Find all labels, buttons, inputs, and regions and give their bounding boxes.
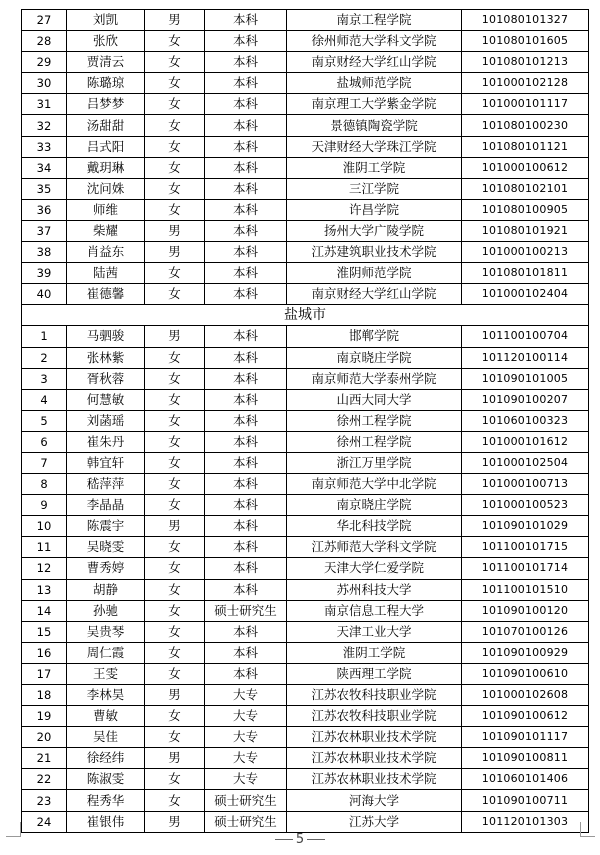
id-cell: 101090100207 bbox=[462, 389, 589, 410]
table-row bbox=[22, 811, 589, 832]
name-cell: 柴耀 bbox=[67, 220, 145, 241]
name-cell: 韩宜轩 bbox=[67, 452, 145, 473]
school-cell: 天津工业大学 bbox=[287, 621, 462, 642]
table-row bbox=[22, 663, 589, 684]
name-cell: 孙驰 bbox=[67, 600, 145, 621]
id-cell: 101120100114 bbox=[462, 347, 589, 368]
id-cell: 101090100711 bbox=[462, 790, 589, 811]
degree-cell: 本科 bbox=[205, 10, 287, 31]
row-number: 14 bbox=[22, 600, 67, 621]
school-cell: 河海大学 bbox=[287, 790, 462, 811]
table-row bbox=[22, 727, 589, 748]
row-number: 16 bbox=[22, 642, 67, 663]
name-cell: 崔朱丹 bbox=[67, 431, 145, 452]
school-cell: 南京信息工程大学 bbox=[287, 600, 462, 621]
id-cell: 101100101510 bbox=[462, 579, 589, 600]
row-number: 29 bbox=[22, 52, 67, 73]
id-cell: 101000102404 bbox=[462, 284, 589, 305]
gender-cell: 女 bbox=[145, 410, 205, 431]
table-row bbox=[22, 115, 589, 136]
section-header bbox=[22, 305, 589, 326]
page-number: 5 bbox=[295, 832, 305, 847]
row-number: 27 bbox=[22, 10, 67, 31]
gender-cell: 女 bbox=[145, 642, 205, 663]
gender-cell: 男 bbox=[145, 748, 205, 769]
degree-cell: 本科 bbox=[205, 663, 287, 684]
row-number: 35 bbox=[22, 178, 67, 199]
school-cell: 江苏农林职业技术学院 bbox=[287, 727, 462, 748]
name-cell: 汤甜甜 bbox=[67, 115, 145, 136]
gender-cell: 女 bbox=[145, 389, 205, 410]
degree-cell: 本科 bbox=[205, 326, 287, 347]
school-cell: 三江学院 bbox=[287, 178, 462, 199]
gender-cell: 女 bbox=[145, 94, 205, 115]
id-cell: 101000100523 bbox=[462, 495, 589, 516]
name-cell: 崔银伟 bbox=[67, 811, 145, 832]
row-number: 39 bbox=[22, 263, 67, 284]
row-number: 31 bbox=[22, 94, 67, 115]
school-cell: 江苏大学 bbox=[287, 811, 462, 832]
section-row bbox=[22, 305, 589, 326]
row-number: 2 bbox=[22, 347, 67, 368]
id-cell: 101060101406 bbox=[462, 769, 589, 790]
school-cell: 徐州工程学院 bbox=[287, 431, 462, 452]
name-cell: 戴玥琳 bbox=[67, 157, 145, 178]
school-cell: 南京师范大学中北学院 bbox=[287, 474, 462, 495]
gender-cell: 女 bbox=[145, 136, 205, 157]
gender-cell: 女 bbox=[145, 474, 205, 495]
gender-cell: 女 bbox=[145, 727, 205, 748]
name-cell: 马驷骏 bbox=[67, 326, 145, 347]
table-row bbox=[22, 516, 589, 537]
gender-cell: 女 bbox=[145, 452, 205, 473]
degree-cell: 硕士研究生 bbox=[205, 811, 287, 832]
row-number: 10 bbox=[22, 516, 67, 537]
table-row bbox=[22, 326, 589, 347]
id-cell: 101000100213 bbox=[462, 242, 589, 263]
row-number: 11 bbox=[22, 537, 67, 558]
school-cell: 南京晓庄学院 bbox=[287, 347, 462, 368]
table-row bbox=[22, 410, 589, 431]
name-cell: 陈淑雯 bbox=[67, 769, 145, 790]
name-cell: 嵇萍萍 bbox=[67, 474, 145, 495]
table-row bbox=[22, 368, 589, 389]
row-number: 40 bbox=[22, 284, 67, 305]
gender-cell: 女 bbox=[145, 495, 205, 516]
id-cell: 101000102608 bbox=[462, 685, 589, 706]
degree-cell: 本科 bbox=[205, 431, 287, 452]
table-row bbox=[22, 263, 589, 284]
table-row bbox=[22, 537, 589, 558]
row-number: 7 bbox=[22, 452, 67, 473]
row-number: 8 bbox=[22, 474, 67, 495]
id-cell: 101100101714 bbox=[462, 558, 589, 579]
id-cell: 101090101117 bbox=[462, 727, 589, 748]
table-row bbox=[22, 474, 589, 495]
row-number: 34 bbox=[22, 157, 67, 178]
name-cell: 周仁霞 bbox=[67, 642, 145, 663]
table-row bbox=[22, 495, 589, 516]
gender-cell: 男 bbox=[145, 10, 205, 31]
degree-cell: 本科 bbox=[205, 558, 287, 579]
table-row bbox=[22, 94, 589, 115]
school-cell: 南京理工大学紫金学院 bbox=[287, 94, 462, 115]
school-cell: 江苏师范大学科文学院 bbox=[287, 537, 462, 558]
name-cell: 崔德馨 bbox=[67, 284, 145, 305]
table-row bbox=[22, 621, 589, 642]
table-body-top bbox=[22, 10, 589, 305]
id-cell: 101080101121 bbox=[462, 136, 589, 157]
degree-cell: 硕士研究生 bbox=[205, 790, 287, 811]
name-cell: 肖益东 bbox=[67, 242, 145, 263]
row-number: 38 bbox=[22, 242, 67, 263]
id-cell: 101070100126 bbox=[462, 621, 589, 642]
degree-cell: 本科 bbox=[205, 347, 287, 368]
degree-cell: 大专 bbox=[205, 685, 287, 706]
gender-cell: 女 bbox=[145, 368, 205, 389]
name-cell: 徐经纬 bbox=[67, 748, 145, 769]
gender-cell: 男 bbox=[145, 242, 205, 263]
gender-cell: 女 bbox=[145, 431, 205, 452]
school-cell: 淮阴工学院 bbox=[287, 157, 462, 178]
id-cell: 101100101715 bbox=[462, 537, 589, 558]
gender-cell: 女 bbox=[145, 579, 205, 600]
table-row bbox=[22, 242, 589, 263]
name-cell: 吴贵琴 bbox=[67, 621, 145, 642]
table-body-bottom bbox=[22, 326, 589, 832]
degree-cell: 本科 bbox=[205, 621, 287, 642]
school-cell: 江苏农林职业技术学院 bbox=[287, 769, 462, 790]
id-cell: 101080101327 bbox=[462, 10, 589, 31]
row-number: 1 bbox=[22, 326, 67, 347]
gender-cell: 女 bbox=[145, 790, 205, 811]
id-cell: 101090100612 bbox=[462, 706, 589, 727]
degree-cell: 大专 bbox=[205, 748, 287, 769]
school-cell: 浙江万里学院 bbox=[287, 452, 462, 473]
row-number: 30 bbox=[22, 73, 67, 94]
table-row bbox=[22, 73, 589, 94]
degree-cell: 本科 bbox=[205, 495, 287, 516]
gender-cell: 女 bbox=[145, 663, 205, 684]
gender-cell: 男 bbox=[145, 685, 205, 706]
table-row bbox=[22, 220, 589, 241]
school-cell: 江苏农牧科技职业学院 bbox=[287, 706, 462, 727]
id-cell: 101000100713 bbox=[462, 474, 589, 495]
id-cell: 101080100230 bbox=[462, 115, 589, 136]
school-cell: 南京财经大学红山学院 bbox=[287, 284, 462, 305]
table-row bbox=[22, 558, 589, 579]
gender-cell: 女 bbox=[145, 178, 205, 199]
row-number: 33 bbox=[22, 136, 67, 157]
name-cell: 陈璐琼 bbox=[67, 73, 145, 94]
id-cell: 101120101303 bbox=[462, 811, 589, 832]
row-number: 37 bbox=[22, 220, 67, 241]
row-number: 19 bbox=[22, 706, 67, 727]
school-cell: 淮阴工学院 bbox=[287, 642, 462, 663]
school-cell: 江苏建筑职业技术学院 bbox=[287, 242, 462, 263]
row-number: 36 bbox=[22, 199, 67, 220]
name-cell: 陆茜 bbox=[67, 263, 145, 284]
row-number: 21 bbox=[22, 748, 67, 769]
name-cell: 张欣 bbox=[67, 31, 145, 52]
school-cell: 南京工程学院 bbox=[287, 10, 462, 31]
table-row bbox=[22, 642, 589, 663]
row-number: 6 bbox=[22, 431, 67, 452]
school-cell: 邯郸学院 bbox=[287, 326, 462, 347]
gender-cell: 女 bbox=[145, 558, 205, 579]
name-cell: 何慧敏 bbox=[67, 389, 145, 410]
id-cell: 101090101029 bbox=[462, 516, 589, 537]
degree-cell: 大专 bbox=[205, 727, 287, 748]
table-row bbox=[22, 52, 589, 73]
degree-cell: 本科 bbox=[205, 199, 287, 220]
name-cell: 程秀华 bbox=[67, 790, 145, 811]
gender-cell: 女 bbox=[145, 537, 205, 558]
table-row bbox=[22, 347, 589, 368]
table-row bbox=[22, 284, 589, 305]
id-cell: 101080102101 bbox=[462, 178, 589, 199]
degree-cell: 本科 bbox=[205, 579, 287, 600]
degree-cell: 本科 bbox=[205, 178, 287, 199]
gender-cell: 女 bbox=[145, 73, 205, 94]
school-cell: 苏州科技大学 bbox=[287, 579, 462, 600]
row-number: 13 bbox=[22, 579, 67, 600]
row-number: 17 bbox=[22, 663, 67, 684]
name-cell: 沈问姝 bbox=[67, 178, 145, 199]
degree-cell: 大专 bbox=[205, 769, 287, 790]
row-number: 24 bbox=[22, 811, 67, 832]
table-row bbox=[22, 600, 589, 621]
row-number: 5 bbox=[22, 410, 67, 431]
gender-cell: 女 bbox=[145, 769, 205, 790]
degree-cell: 本科 bbox=[205, 52, 287, 73]
school-cell: 徐州师范大学科文学院 bbox=[287, 31, 462, 52]
degree-cell: 本科 bbox=[205, 115, 287, 136]
table-row bbox=[22, 10, 589, 31]
gender-cell: 女 bbox=[145, 600, 205, 621]
id-cell: 101080101921 bbox=[462, 220, 589, 241]
row-number: 12 bbox=[22, 558, 67, 579]
name-cell: 吕式阳 bbox=[67, 136, 145, 157]
gender-cell: 男 bbox=[145, 220, 205, 241]
name-cell: 吕梦梦 bbox=[67, 94, 145, 115]
school-cell: 扬州大学广陵学院 bbox=[287, 220, 462, 241]
name-cell: 李林昊 bbox=[67, 685, 145, 706]
name-cell: 吴佳 bbox=[67, 727, 145, 748]
table-row bbox=[22, 706, 589, 727]
gender-cell: 女 bbox=[145, 347, 205, 368]
table-row bbox=[22, 790, 589, 811]
id-cell: 101000102504 bbox=[462, 452, 589, 473]
section-title: 盐城市 bbox=[22, 305, 589, 326]
id-cell: 101080101811 bbox=[462, 263, 589, 284]
id-cell: 101000101612 bbox=[462, 431, 589, 452]
table-row bbox=[22, 431, 589, 452]
name-cell: 曹敏 bbox=[67, 706, 145, 727]
degree-cell: 本科 bbox=[205, 474, 287, 495]
name-cell: 胥秋蓉 bbox=[67, 368, 145, 389]
degree-cell: 本科 bbox=[205, 537, 287, 558]
school-cell: 盐城师范学院 bbox=[287, 73, 462, 94]
name-cell: 刘凯 bbox=[67, 10, 145, 31]
degree-cell: 本科 bbox=[205, 220, 287, 241]
table-row bbox=[22, 157, 589, 178]
school-cell: 徐州工程学院 bbox=[287, 410, 462, 431]
gender-cell: 女 bbox=[145, 706, 205, 727]
gender-cell: 女 bbox=[145, 621, 205, 642]
gender-cell: 男 bbox=[145, 811, 205, 832]
degree-cell: 本科 bbox=[205, 516, 287, 537]
id-cell: 101090100610 bbox=[462, 663, 589, 684]
school-cell: 江苏农牧科技职业学院 bbox=[287, 685, 462, 706]
degree-cell: 本科 bbox=[205, 368, 287, 389]
name-cell: 李晶晶 bbox=[67, 495, 145, 516]
gender-cell: 女 bbox=[145, 284, 205, 305]
school-cell: 天津财经大学珠江学院 bbox=[287, 136, 462, 157]
row-number: 20 bbox=[22, 727, 67, 748]
name-cell: 张林紫 bbox=[67, 347, 145, 368]
candidate-table bbox=[21, 9, 589, 833]
degree-cell: 本科 bbox=[205, 31, 287, 52]
school-cell: 景德镇陶瓷学院 bbox=[287, 115, 462, 136]
degree-cell: 本科 bbox=[205, 73, 287, 94]
id-cell: 101090100811 bbox=[462, 748, 589, 769]
school-cell: 江苏农林职业技术学院 bbox=[287, 748, 462, 769]
gender-cell: 女 bbox=[145, 263, 205, 284]
school-cell: 天津大学仁爱学院 bbox=[287, 558, 462, 579]
name-cell: 刘菡瑶 bbox=[67, 410, 145, 431]
table-row bbox=[22, 579, 589, 600]
school-cell: 南京晓庄学院 bbox=[287, 495, 462, 516]
degree-cell: 硕士研究生 bbox=[205, 600, 287, 621]
id-cell: 101000102128 bbox=[462, 73, 589, 94]
row-number: 3 bbox=[22, 368, 67, 389]
row-number: 4 bbox=[22, 389, 67, 410]
id-cell: 101080101213 bbox=[462, 52, 589, 73]
row-number: 23 bbox=[22, 790, 67, 811]
id-cell: 101000100612 bbox=[462, 157, 589, 178]
school-cell: 山西大同大学 bbox=[287, 389, 462, 410]
id-cell: 101100100704 bbox=[462, 326, 589, 347]
id-cell: 101080100905 bbox=[462, 199, 589, 220]
table-row bbox=[22, 769, 589, 790]
id-cell: 101090100929 bbox=[462, 642, 589, 663]
table-row bbox=[22, 748, 589, 769]
name-cell: 胡静 bbox=[67, 579, 145, 600]
school-cell: 陕西理工学院 bbox=[287, 663, 462, 684]
gender-cell: 女 bbox=[145, 157, 205, 178]
id-cell: 101080101605 bbox=[462, 31, 589, 52]
school-cell: 南京财经大学红山学院 bbox=[287, 52, 462, 73]
name-cell: 贾清云 bbox=[67, 52, 145, 73]
gender-cell: 男 bbox=[145, 516, 205, 537]
degree-cell: 本科 bbox=[205, 410, 287, 431]
school-cell: 淮阴师范学院 bbox=[287, 263, 462, 284]
table-row bbox=[22, 31, 589, 52]
table-row bbox=[22, 389, 589, 410]
id-cell: 101000101117 bbox=[462, 94, 589, 115]
row-number: 32 bbox=[22, 115, 67, 136]
degree-cell: 本科 bbox=[205, 136, 287, 157]
id-cell: 101090101005 bbox=[462, 368, 589, 389]
school-cell: 许昌学院 bbox=[287, 199, 462, 220]
table-row bbox=[22, 178, 589, 199]
row-number: 28 bbox=[22, 31, 67, 52]
gender-cell: 女 bbox=[145, 199, 205, 220]
school-cell: 华北科技学院 bbox=[287, 516, 462, 537]
gender-cell: 女 bbox=[145, 52, 205, 73]
gender-cell: 男 bbox=[145, 326, 205, 347]
gender-cell: 女 bbox=[145, 31, 205, 52]
table-row bbox=[22, 199, 589, 220]
page-footer bbox=[0, 832, 600, 847]
degree-cell: 本科 bbox=[205, 642, 287, 663]
id-cell: 101090100120 bbox=[462, 600, 589, 621]
row-number: 22 bbox=[22, 769, 67, 790]
row-number: 15 bbox=[22, 621, 67, 642]
degree-cell: 大专 bbox=[205, 706, 287, 727]
degree-cell: 本科 bbox=[205, 284, 287, 305]
school-cell: 南京师范大学泰州学院 bbox=[287, 368, 462, 389]
table-row bbox=[22, 136, 589, 157]
id-cell: 101060100323 bbox=[462, 410, 589, 431]
table-row bbox=[22, 685, 589, 706]
name-cell: 师维 bbox=[67, 199, 145, 220]
degree-cell: 本科 bbox=[205, 389, 287, 410]
row-number: 9 bbox=[22, 495, 67, 516]
name-cell: 陈震宇 bbox=[67, 516, 145, 537]
gender-cell: 女 bbox=[145, 115, 205, 136]
name-cell: 王雯 bbox=[67, 663, 145, 684]
row-number: 18 bbox=[22, 685, 67, 706]
table-row bbox=[22, 452, 589, 473]
degree-cell: 本科 bbox=[205, 94, 287, 115]
name-cell: 曹秀婷 bbox=[67, 558, 145, 579]
degree-cell: 本科 bbox=[205, 263, 287, 284]
degree-cell: 本科 bbox=[205, 157, 287, 178]
degree-cell: 本科 bbox=[205, 242, 287, 263]
name-cell: 吴晓雯 bbox=[67, 537, 145, 558]
degree-cell: 本科 bbox=[205, 452, 287, 473]
